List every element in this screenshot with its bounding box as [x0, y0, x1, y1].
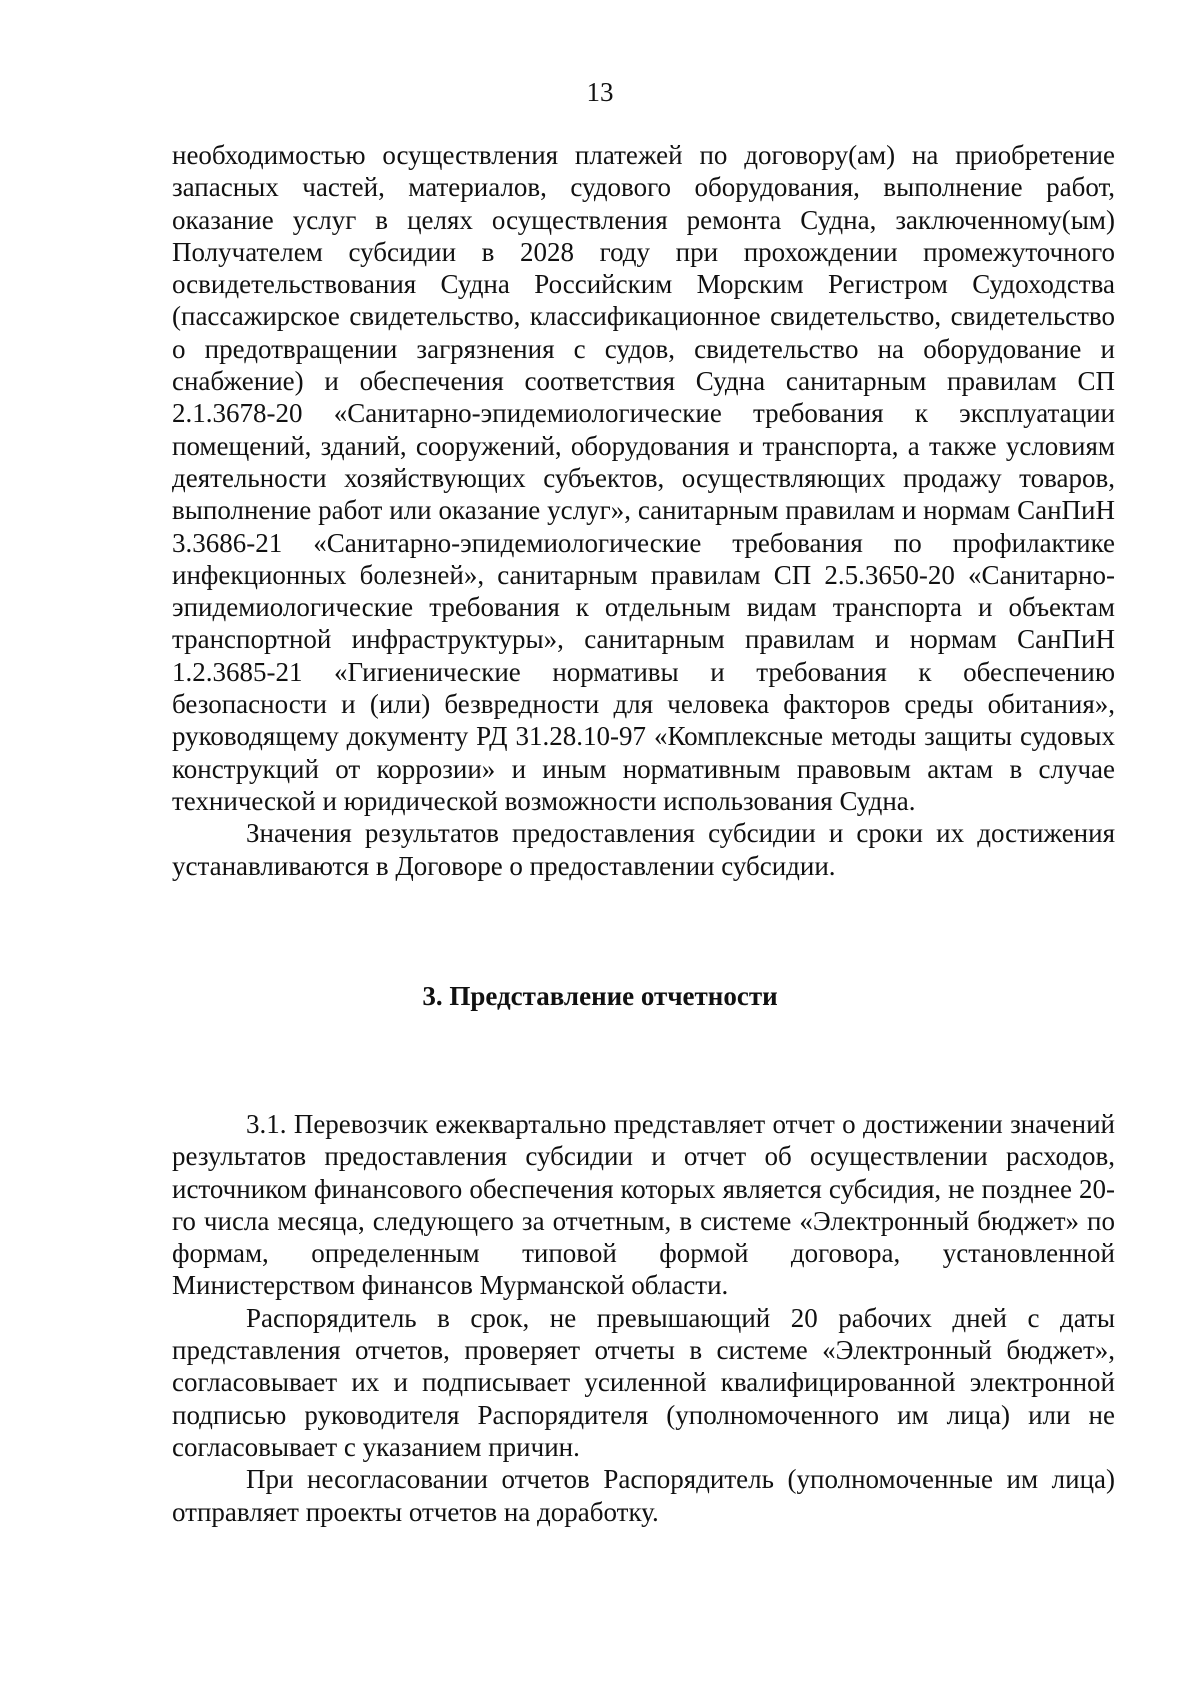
paragraph: При несогласовании отчетов Распорядитель (уполномоченные им лица) отправляет проекты отчетов на доработку.	[172, 1464, 1115, 1527]
section-heading: 3. Представление отчетности	[422, 981, 778, 1011]
paragraph: Значения результатов предоставления субсидии и сроки их достижения устанавливаются в Договоре о предоставлении субсидии.	[172, 818, 1115, 881]
paragraph: Распорядитель в срок, не превышающий 20 рабочих дней с даты представления отчетов, проверяет отчеты в системе «Электронный бюджет», согласовывает их и подписывает усиленной квалифицированной электронной подписью руководителя Распорядителя (уполномоченного им лица) или не согласовывает с указанием причин.	[172, 1302, 1115, 1462]
continued-text-block	[172, 139, 1115, 882]
section-3-text-block	[172, 1108, 1115, 1528]
paragraph: 3.1. Перевозчик ежеквартально представляет отчет о достижении значений результатов предоставления субсидии и отчет об осуществлении расходов, источником финансового обеспечения которых является субсидия, не позднее 20-го числа месяца, следующего за отчетным, в системе «Электронный бюджет» по формам, определенным типовой формой договора, установленной Министерством финансов Мурманской области.	[172, 1109, 1115, 1301]
paragraph: необходимостью осуществления платежей по договору(ам) на приобретение запасных частей, материалов, судового оборудования, выполнение работ, оказание услуг в целях осуществления ремонта Судна, заключенному(ым) Получателем субсидии в 2028 году при прохождении промежуточного освидетельствования Судна Российским Морским Регистром Судоходства (пассажирское свидетельство, классификационное свидетельство, свидетельство о предотвращении загрязнения с судов, свидетельство на оборудование и снабжение) и обеспечения соответствия Судна санитарным правилам СП 2.1.3678-20 «Санитарно-эпидемиологические требования к эксплуатации помещений, зданий, сооружений, оборудования и транспорта, а также условиям деятельности хозяйствующих субъектов, осуществляющих продажу товаров, выполнение работ или оказание услуг», санитарным правилам и нормам СанПиН 3.3686-21 «Санитарно-эпидемиологические требования по профилактике инфекционных болезней», санитарным правилам СП 2.5.3650-20 «Санитарно-эпидемиологические требования к отдельным видам транспорта и объектам транспортной инфраструктуры», санитарным правилам и нормам СанПиН 1.2.3685-21 «Гигиенические нормативы и требования к обеспечению безопасности и (или) безвредности для человека факторов среды обитания», руководящему документу РД 31.28.10-97 «Комплексные методы защиты судовых конструкций от коррозии» и иным нормативным правовым актам в случае технической и юридической возможности использования Судна.	[172, 140, 1115, 816]
page-number: 13	[586, 77, 614, 107]
